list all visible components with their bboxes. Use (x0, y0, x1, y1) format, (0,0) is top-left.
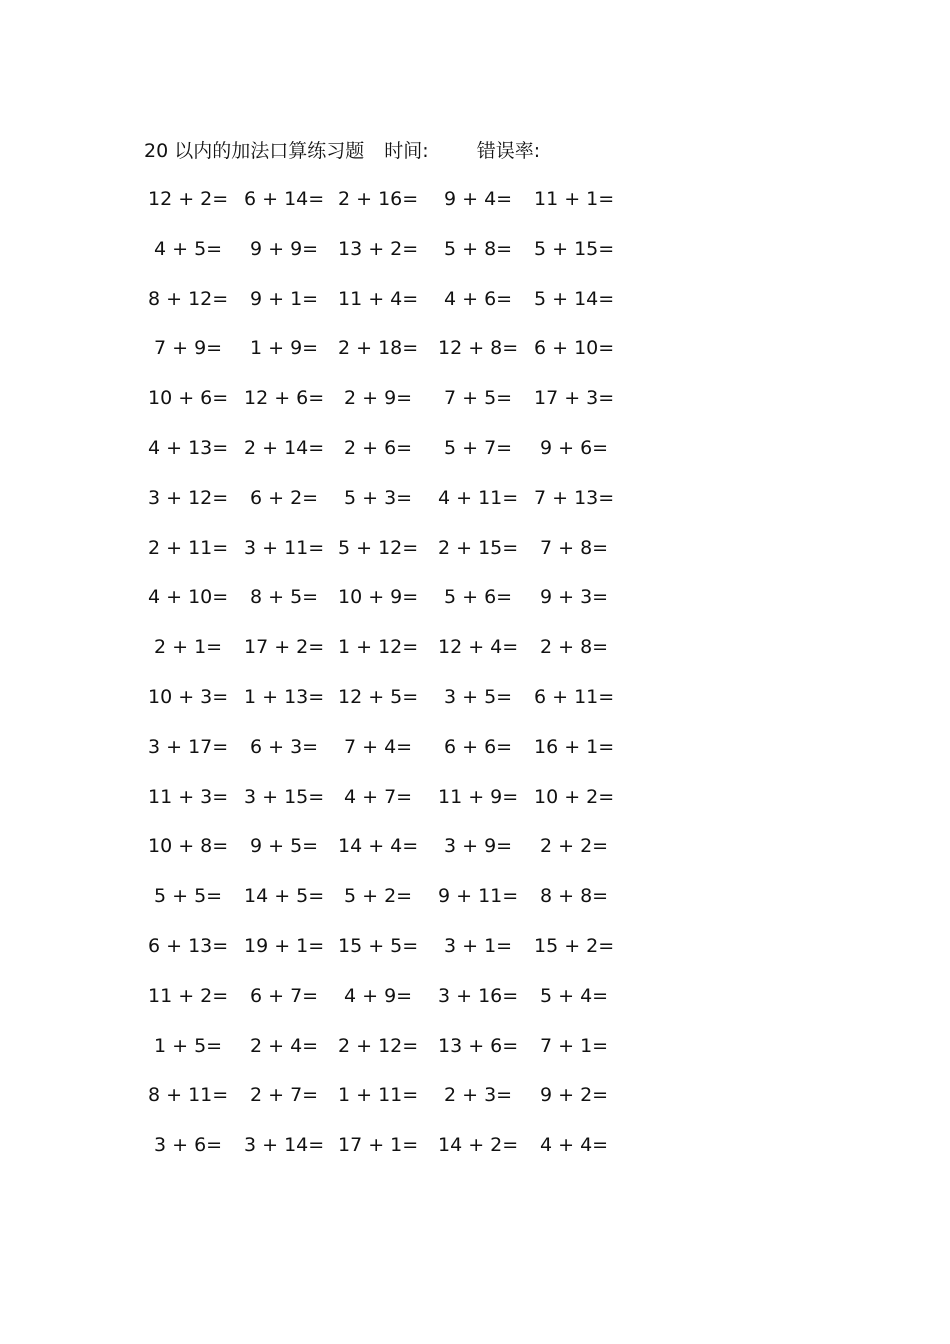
addition-problem: 2 + 9= (344, 387, 413, 410)
addition-problem: 11 + 4= (338, 287, 419, 310)
addition-problem: 7 + 5= (444, 387, 513, 410)
problem-row (148, 184, 628, 234)
addition-problem: 12 + 6= (244, 387, 325, 410)
addition-problem: 1 + 11= (338, 1084, 419, 1107)
addition-problem: 2 + 2= (540, 835, 609, 858)
addition-problem: 9 + 2= (540, 1084, 609, 1107)
addition-problem: 5 + 2= (344, 885, 413, 908)
addition-problem: 9 + 6= (540, 436, 609, 459)
addition-problem: 5 + 4= (540, 984, 609, 1007)
addition-problem: 9 + 3= (540, 586, 609, 609)
addition-problem: 6 + 7= (250, 984, 319, 1007)
addition-problem: 3 + 17= (148, 735, 229, 758)
addition-problem: 4 + 7= (344, 785, 413, 808)
addition-problem: 2 + 15= (438, 536, 519, 559)
addition-problem: 11 + 3= (148, 785, 229, 808)
addition-problem: 13 + 6= (438, 1034, 519, 1057)
addition-problem: 8 + 12= (148, 287, 229, 310)
addition-problem: 2 + 18= (338, 337, 419, 360)
addition-problem: 9 + 5= (250, 835, 319, 858)
addition-problem: 2 + 8= (540, 636, 609, 659)
addition-problem: 4 + 5= (154, 237, 223, 260)
problem-row (148, 831, 628, 881)
addition-problem: 5 + 14= (534, 287, 615, 310)
problem-row (148, 1080, 628, 1130)
addition-problem: 6 + 11= (534, 685, 615, 708)
addition-problem: 2 + 4= (250, 1034, 319, 1057)
addition-problem: 5 + 7= (444, 436, 513, 459)
addition-problem: 16 + 1= (534, 735, 615, 758)
addition-problem: 4 + 6= (444, 287, 513, 310)
addition-problem: 3 + 9= (444, 835, 513, 858)
addition-problem: 4 + 11= (438, 486, 519, 509)
problem-row (148, 981, 628, 1031)
problem-row (148, 881, 628, 931)
addition-problem: 8 + 5= (250, 586, 319, 609)
problem-row (148, 582, 628, 632)
addition-problem: 19 + 1= (244, 934, 325, 957)
addition-problem: 2 + 3= (444, 1084, 513, 1107)
addition-problem: 10 + 8= (148, 835, 229, 858)
addition-problem: 2 + 12= (338, 1034, 419, 1057)
addition-problem: 14 + 5= (244, 885, 325, 908)
addition-problem: 14 + 2= (438, 1134, 519, 1157)
addition-problem: 2 + 6= (344, 436, 413, 459)
addition-problem: 5 + 8= (444, 237, 513, 260)
addition-problem: 3 + 11= (244, 536, 325, 559)
addition-problem: 6 + 3= (250, 735, 319, 758)
worksheet-header (144, 136, 540, 166)
addition-problem: 6 + 6= (444, 735, 513, 758)
addition-problem: 10 + 6= (148, 387, 229, 410)
addition-problem: 1 + 13= (244, 685, 325, 708)
addition-problem: 4 + 10= (148, 586, 229, 609)
problem-row (148, 782, 628, 832)
addition-problem: 9 + 4= (444, 188, 513, 210)
addition-problem: 2 + 7= (250, 1084, 319, 1107)
addition-problem: 11 + 9= (438, 785, 519, 808)
addition-problem: 9 + 1= (250, 287, 319, 310)
problem-row (148, 632, 628, 682)
addition-problem: 6 + 13= (148, 934, 229, 957)
problem-row (148, 1031, 628, 1081)
addition-problem: 15 + 2= (534, 934, 615, 957)
problem-row (148, 1130, 628, 1180)
addition-problem: 10 + 9= (338, 586, 419, 609)
addition-problem: 5 + 5= (154, 885, 223, 908)
addition-problem: 4 + 13= (148, 436, 229, 459)
addition-problem: 7 + 9= (154, 337, 223, 360)
problem-row (148, 433, 628, 483)
addition-problem: 6 + 14= (244, 188, 325, 210)
addition-problem: 17 + 1= (338, 1134, 419, 1157)
addition-problem: 12 + 8= (438, 337, 519, 360)
addition-problem: 3 + 15= (244, 785, 325, 808)
addition-problem: 2 + 1= (154, 636, 223, 659)
addition-problem: 8 + 8= (540, 885, 609, 908)
addition-problem: 7 + 4= (344, 735, 413, 758)
addition-problem: 7 + 1= (540, 1034, 609, 1057)
addition-problem: 1 + 5= (154, 1034, 223, 1057)
addition-problem: 2 + 16= (338, 188, 419, 210)
addition-problem: 17 + 2= (244, 636, 325, 659)
time-label: 时间: (384, 140, 429, 162)
problem-row (148, 483, 628, 533)
addition-problem: 13 + 2= (338, 237, 419, 260)
addition-problem: 4 + 4= (540, 1134, 609, 1157)
problem-row (148, 533, 628, 583)
problem-grid (148, 184, 628, 1180)
addition-problem: 6 + 10= (534, 337, 615, 360)
addition-problem: 9 + 11= (438, 885, 519, 908)
addition-problem: 11 + 2= (148, 984, 229, 1007)
addition-problem: 2 + 11= (148, 536, 229, 559)
addition-problem: 3 + 1= (444, 934, 513, 957)
addition-problem: 9 + 9= (250, 237, 319, 260)
problem-row (148, 234, 628, 284)
addition-problem: 6 + 2= (250, 486, 319, 509)
addition-problem: 1 + 12= (338, 636, 419, 659)
error-rate-label: 错误率: (476, 140, 541, 162)
addition-problem: 3 + 16= (438, 984, 519, 1007)
problem-row (148, 383, 628, 433)
addition-problem: 11 + 1= (534, 188, 615, 210)
addition-problem: 12 + 5= (338, 685, 419, 708)
problem-row (148, 732, 628, 782)
addition-problem: 12 + 2= (148, 188, 229, 210)
addition-problem: 5 + 3= (344, 486, 413, 509)
worksheet-title: 20 以内的加法口算练习题 (144, 140, 365, 162)
addition-problem: 7 + 8= (540, 536, 609, 559)
addition-problem: 17 + 3= (534, 387, 615, 410)
problem-row (148, 284, 628, 334)
addition-problem: 5 + 12= (338, 536, 419, 559)
addition-problem: 2 + 14= (244, 436, 325, 459)
addition-problem: 8 + 11= (148, 1084, 229, 1107)
addition-problem: 7 + 13= (534, 486, 615, 509)
addition-problem: 3 + 12= (148, 486, 229, 509)
addition-problem: 14 + 4= (338, 835, 419, 858)
addition-problem: 5 + 6= (444, 586, 513, 609)
addition-problem: 3 + 6= (154, 1134, 223, 1157)
addition-problem: 12 + 4= (438, 636, 519, 659)
problem-row (148, 333, 628, 383)
addition-problem: 5 + 15= (534, 237, 615, 260)
addition-problem: 4 + 9= (344, 984, 413, 1007)
addition-problem: 10 + 2= (534, 785, 615, 808)
addition-problem: 1 + 9= (250, 337, 319, 360)
addition-problem: 3 + 5= (444, 685, 513, 708)
problem-row (148, 682, 628, 732)
addition-problem: 10 + 3= (148, 685, 229, 708)
addition-problem: 3 + 14= (244, 1134, 325, 1157)
addition-problem: 15 + 5= (338, 934, 419, 957)
problem-row (148, 931, 628, 981)
